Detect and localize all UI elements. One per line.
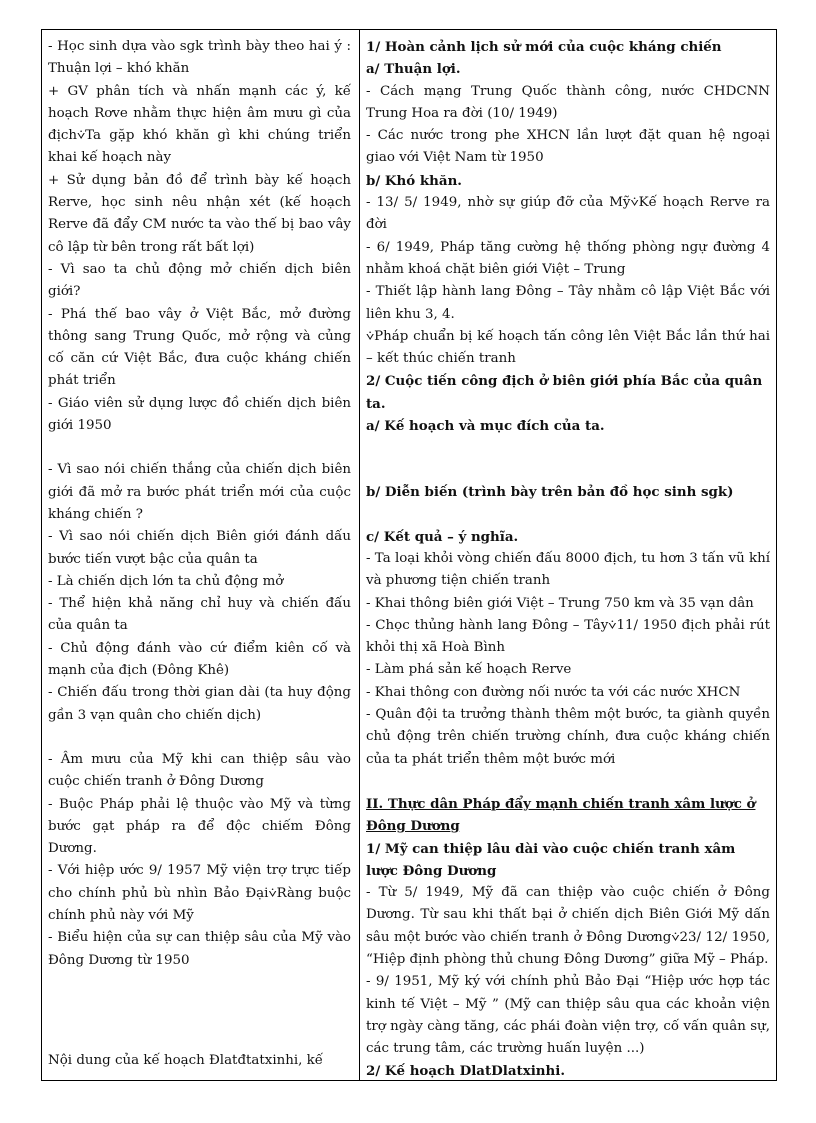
left-item: - Vì sao ta chủ động mở chiến dịch biên giới? — [48, 261, 351, 300]
left-item: + GV phân tích và nhấn mạnh các ý, kế hoạch Rơve nhằm thực hiện âm mưu gì của địch⩒Ta gặp khó khăn gì khi chúng triển khai kế hoạch này — [48, 83, 351, 166]
content-item: - Khai thông con đường nối nước ta với các nước XHCN — [366, 684, 741, 700]
left-bottom-text: Nội dung của kế hoạch Đlatđtatxinhi, kế — [48, 1052, 323, 1068]
spacer — [366, 437, 770, 481]
left-item: - Âm mưu của Mỹ khi can thiệp sâu vào cuộc chiến tranh ở Đông Dương — [48, 751, 351, 790]
content-table — [41, 29, 777, 1081]
section-heading: 1/ Mỹ can thiệp lâu dài vào cuộc chiến tranh xâm lược Đông Dương — [366, 840, 736, 879]
subsection-heading: b/ Khó khăn. — [366, 172, 462, 189]
content-item: - 9/ 1951, Mỹ ký với chính phủ Bảo Đại “Hiệp ước hợp tác kinh tế Việt – Mỹ ” (Mỹ can thiệp sâu qua các khoản viện trợ ngày càng tăng, các phái đoàn viện trợ, cố vấn quân sự, các trung tâm, các trường huấn luyện ...) — [366, 974, 770, 1057]
content-item: - Từ 5/ 1949, Mỹ đã can thiệp vào cuộc chiến ở Đông Dương. Từ sau khi thất bại ở chiến dịch Biên Giới Mỹ dấn sâu một bước vào chiến tranh ở Đông Dương⩒23/ 12/ 1950, “Hiệp định phòng thủ chung Đông Dương” giữa Mỹ – Pháp. — [366, 885, 770, 967]
left-item: - Chủ động đánh vào cứ điểm kiên cố và mạnh của địch (Đông Khê) — [48, 640, 351, 679]
left-item: - Buộc Pháp phải lệ thuộc vào Mỹ và từng bước gạt pháp ra để độc chiếm Đông Dương. — [48, 796, 351, 857]
content-item: - Khai thông biên giới Việt – Trung 750 km và 35 vạn dân — [366, 595, 754, 611]
content-item: - Các nước trong phe XHCN lần lượt đặt quan hệ ngoại giao với Việt Nam từ 1950 — [366, 128, 770, 166]
spacer — [48, 437, 351, 459]
content-item: - Chọc thủng hành lang Đông – Tây⩒11/ 1950 địch phải rút khỏi thị xã Hoà Bình — [366, 617, 770, 656]
spacer — [366, 771, 770, 793]
left-item: - Phá thế bao vây ở Việt Bắc, mở đường thông sang Trung Quốc, mở rộng và củng cố căn cứ Việt Bắc, đưa cuộc kháng chiến phát triển — [48, 306, 351, 389]
left-item: - Giáo viên sử dụng lược đồ chiến dịch biên giới 1950 — [48, 395, 351, 434]
content-item: - Thiết lập hành lang Đông – Tây nhằm cô lập Việt Bắc với liên khu 3, 4. — [366, 284, 770, 322]
part-heading: II. Thực dân Pháp đẩy mạnh chiến tranh xâm lược ở Đông Dương — [366, 795, 756, 835]
teacher-activity-column — [42, 30, 360, 1080]
spacer — [366, 504, 770, 526]
subsection-heading: c/ Kết quả – ý nghĩa. — [366, 528, 519, 545]
subsection-heading: a/ Kế hoạch và mục đích của ta. — [366, 418, 605, 435]
content-item: - 6/ 1949, Pháp tăng cường hệ thống phòng ngự đường 4 nhằm khoá chặt biên giới Việt – Trung — [366, 239, 770, 277]
content-item: - Ta loại khỏi vòng chiến đấu 8000 địch, tu hơn 3 tấn vũ khí và phương tiện chiến tranh — [366, 550, 770, 589]
left-item: - Vì sao nói chiến dịch Biên giới đánh dấu bước tiến vượt bậc của quân ta — [48, 529, 351, 567]
subsection-heading: b/ Diễn biến (trình bày trên bản đồ học sinh sgk) — [366, 484, 734, 501]
left-item: - Với hiệp ước 9/ 1957 Mỹ viện trợ trực tiếp cho chính phủ bù nhìn Bảo Đại⩒Ràng buộc chính phủ này với Mỹ — [48, 863, 351, 923]
subsection-heading: a/ Thuận lợi. — [366, 61, 461, 78]
section-heading: 2/ Cuộc tiến công địch ở biên giới phía Bắc của quân ta. — [366, 373, 763, 412]
content-item: - Cách mạng Trung Quốc thành công, nước CHDCNN Trung Hoa ra đời (10/ 1949) — [366, 83, 770, 121]
content-item: - 13/ 5/ 1949, nhờ sự giúp đỡ của Mỹ⩒Kế hoạch Rerve ra đời — [366, 195, 770, 233]
content-column — [360, 30, 776, 1080]
section-heading: 2/ Kế hoạch DlatDlatxinhi. — [366, 1063, 565, 1080]
spacer — [48, 727, 351, 749]
left-item: - Học sinh dựa vào sgk trình bày theo hai ý : Thuận lợi – khó khăn — [48, 39, 351, 77]
content-item: - Làm phá sản kế hoạch Rerve — [366, 662, 572, 678]
content-item: ⩒Pháp chuẩn bị kế hoạch tấn công lên Việt Bắc lần thứ hai – kết thúc chiến tranh — [366, 328, 770, 367]
left-item: - Biểu hiện của sự can thiệp sâu của Mỹ vào Đông Dương từ 1950 — [48, 930, 351, 968]
left-item: + Sử dụng bản đồ để trình bày kế hoạch Rerve, học sinh nêu nhận xét (kế hoạch Rerve đã đẩy CM nước ta vào thế bị bao vây cô lập từ bên trong rất bất lợi) — [48, 172, 351, 255]
content-item: - Quân đội ta trưởng thành thêm một bước, ta giành quyền chủ động trên chiến trường chính, đưa cuộc kháng chiến của ta phát triển thêm một bước mới — [366, 707, 770, 767]
section-heading: 1/ Hoàn cảnh lịch sử mới của cuộc kháng chiến — [366, 39, 722, 55]
left-item: - Vì sao nói chiến thắng của chiến dịch biên giới đã mở ra bước phát triển mới của cuộc kháng chiến ? — [48, 462, 351, 522]
left-item: - Là chiến dịch lớn ta chủ động mở — [48, 573, 284, 589]
left-item: - Thể hiện khả năng chỉ huy và chiến đấu của quân ta — [48, 596, 351, 634]
left-item: - Chiến đấu trong thời gian dài (ta huy động gần 3 vạn quân cho chiến dịch) — [48, 685, 351, 723]
